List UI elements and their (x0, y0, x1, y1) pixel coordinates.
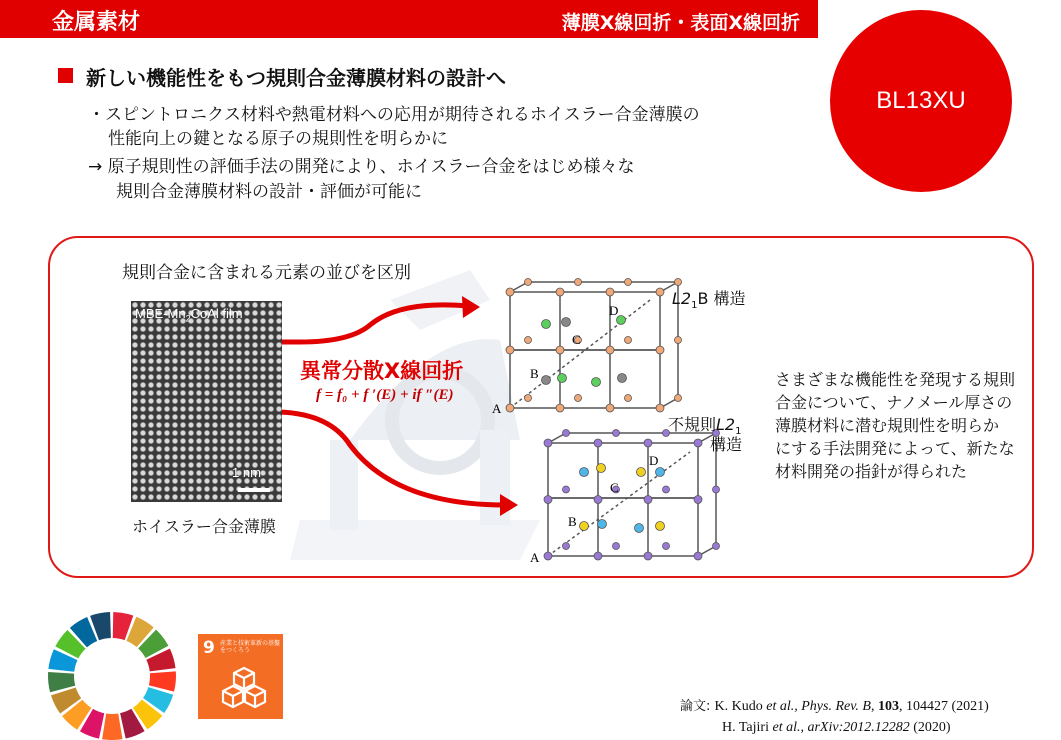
site-atom (542, 320, 551, 329)
film-caption: ホイスラー合金薄膜 (132, 517, 276, 536)
beamline-label: BL13XU (876, 87, 966, 114)
lattice-atom (656, 404, 664, 412)
lattice-atom (613, 543, 620, 550)
lattice-atom (713, 543, 720, 550)
lattice-atom (506, 288, 514, 296)
description-line: 合金について、ナノメール厚さの (775, 393, 1013, 412)
scale-bar (238, 488, 270, 492)
sdg9-tile (198, 634, 283, 719)
ordered-crystal (510, 282, 678, 408)
bullet-line-1: ・スピントロニクス材料や熱電材料への応用が期待されるホイスラー合金薄膜の (88, 105, 700, 125)
cubes-icon (220, 664, 268, 712)
lattice-atom (694, 496, 702, 504)
site-label-d-disordered: D (649, 453, 659, 468)
panel-title: 規則合金に含まれる元素の並びを区別 (122, 263, 411, 283)
bullet-line-3: → 原子規則性の評価手法の開発により、ホイスラー合金をはじめ様々な (88, 157, 635, 177)
diffractometer-sketch (290, 270, 540, 560)
reference-1: 論文: K. Kudo et al., Phys. Rev. B, 103, 104427 (2021) (680, 699, 989, 714)
description-line: 材料開発の指針が得られた (775, 462, 968, 481)
site-atom (656, 468, 665, 477)
lattice-atom (525, 337, 532, 344)
site-label-a-ordered: A (492, 401, 502, 416)
description (775, 368, 1015, 483)
lattice-atom (563, 543, 570, 550)
section-heading: 新しい機能性をもつ規則合金薄膜材料の設計へ (86, 66, 506, 90)
lattice-atom (575, 279, 582, 286)
lattice-atom (544, 496, 552, 504)
lattice-atom (594, 439, 602, 447)
lattice-atom (563, 486, 570, 493)
scattering-formula: f = f₀ + f ′(E) + if ″(E) (316, 387, 454, 403)
sdg-number: 9 (203, 638, 215, 658)
lattice-atom (544, 439, 552, 447)
category-label: 金属素材 (52, 10, 141, 35)
site-atom (618, 374, 627, 383)
site-atom (592, 378, 601, 387)
lattice-atom (544, 552, 552, 560)
lattice-atom (625, 395, 632, 402)
lattice-atom (694, 552, 702, 560)
lattice-atom (713, 486, 720, 493)
lattice-atom (506, 404, 514, 412)
lattice-atom (525, 395, 532, 402)
description-line: にする手法開発によって、新たな (775, 439, 1015, 458)
site-label-b-ordered: B (530, 366, 539, 381)
technique-title: 異常分散X線回折 (300, 359, 464, 383)
sdg-wheel-segment (102, 713, 122, 740)
site-atom (558, 374, 567, 383)
lattice-atom (594, 552, 602, 560)
lattice-atom (563, 430, 570, 437)
lattice-atom (656, 346, 664, 354)
references (680, 696, 989, 738)
lattice-atom (644, 552, 652, 560)
site-label-d-ordered: D (609, 303, 619, 318)
lattice-atom (625, 279, 632, 286)
site-atom (598, 520, 607, 529)
description-line: 薄膜材料に潜む規則性を明らか (775, 416, 1000, 435)
lattice-atom (663, 543, 670, 550)
lattice-atom (606, 346, 614, 354)
sdg-goal-text: 産業と技術革新の基盤をつくろう (220, 640, 281, 654)
lattice-atom (675, 395, 682, 402)
bullet-line-2: 性能向上の鍵となる原子の規則性を明らかに (108, 129, 448, 149)
ordered-atoms (506, 279, 682, 413)
lattice-atom (644, 439, 652, 447)
site-label-c-disordered: C (610, 480, 619, 495)
lattice-atom (556, 346, 564, 354)
site-atom (635, 524, 644, 533)
site-atom (580, 468, 589, 477)
bullet-line-4: 規則合金薄膜材料の設計・評価が可能に (116, 182, 422, 202)
lattice-atom (594, 496, 602, 504)
site-label-a-disordered: A (530, 550, 540, 565)
lattice-atom (606, 288, 614, 296)
technique-label: 薄膜X線回折・表面X線回折 (561, 12, 800, 34)
film-label: MBE-$Mn_2CoAl$ film (135, 306, 243, 324)
lattice-atom (606, 404, 614, 412)
lattice-atom (556, 404, 564, 412)
site-atom (597, 464, 606, 473)
site-label-b-disordered: B (568, 514, 577, 529)
lattice-atom (525, 279, 532, 286)
description-line: さまざまな機能性を発現する規則 (775, 370, 1016, 389)
site-atom (637, 468, 646, 477)
lattice-atom (675, 279, 682, 286)
lattice-atom (575, 395, 582, 402)
site-label-c-ordered: C (572, 332, 581, 347)
site-atom (656, 522, 665, 531)
disordered-structure-label: 不規則$L2_1$ (668, 415, 742, 438)
lattice-atom (556, 288, 564, 296)
disordered-crystal (548, 433, 716, 556)
lattice-atom (506, 346, 514, 354)
lattice-atom (663, 486, 670, 493)
sdg-wheel-icon (48, 612, 176, 740)
lattice-atom (675, 337, 682, 344)
lattice-atom (613, 430, 620, 437)
site-atom (580, 522, 589, 531)
lattice-atom (644, 496, 652, 504)
lattice-atom (656, 288, 664, 296)
ordered-structure-label: $L2_1B$ 構造 (672, 289, 746, 312)
lattice-atom (694, 439, 702, 447)
site-atom (542, 376, 551, 385)
reference-2: H. Tajiri et al., arXiv:2012.12282 (2020) (722, 720, 951, 735)
site-atom (562, 318, 571, 327)
lattice-atom (625, 337, 632, 344)
scale-label: 1 nm (232, 465, 261, 480)
disordered-structure-suffix: 構造 (710, 435, 743, 454)
